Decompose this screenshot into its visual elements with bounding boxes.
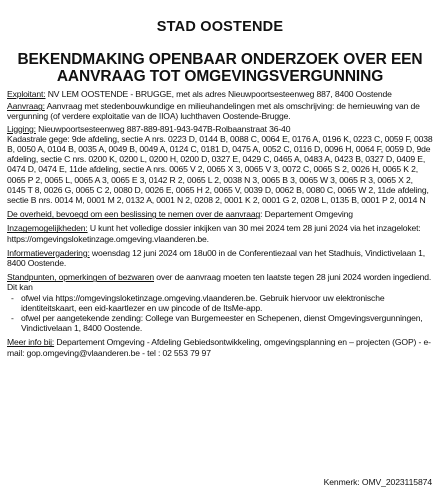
notice-body: [7, 89, 433, 358]
info-text: woensdag 12 juni 2024 om 18u00 in de Conferentiezaal van het Stadhuis, Vindictivelaan 1, 8400 Oostende.: [7, 247, 425, 269]
inzage-text: U kunt het volledige dossier inkijken van 30 mei 2024 tem 28 juni 2024 via het inzageloket: https://omgevingsloketinzage.omgeving.vlaanderen.be.: [7, 223, 421, 244]
exploitant-paragraph: [7, 89, 433, 99]
city-header: STAD OOSTENDE: [156, 19, 284, 35]
list-item: - ofwel via https://omgevingsloketinzage.omgeving.vlaanderen.be. Gebruik hiervoor uw elektronische identiteitskaart, een eid-kaartlezer en uw pincode of de ItsMe-app.: [21, 293, 433, 313]
ligging-paragraph: [7, 124, 433, 134]
standpunten-label: Standpunten, opmerkingen of bezwaren: [7, 272, 155, 283]
overheid-tail: : Departement Omgeving: [260, 209, 353, 220]
overheid-label: De overheid, bevoegd om een beslissing te nemen over de aanvraag: [7, 209, 261, 220]
standpunten-text: over de aanvraag moeten ten laatste tegen 28 juni 2024 worden ingediend. Dit kan: [7, 272, 432, 293]
kadastrale-gegevens: Kadastrale gege: 9de afdeling, sectie A nrs. 0223 D, 0144 B, 0088 C, 0064 E, 0176 A, 0196 K, 0223 C, 0059 F, 0038 B, 0050 A, 0104 B, 0035 A, 0049 B, 0049 A, 0124 C, 0181 D, 0475 A, 0052 C, 0116 D, 0096 H, 0064 F, 0059 D, 9de afdeling, sectie C nrs. 0200 K, 0200 L, 0200 H, 0200 D, 0327 E, 0429 C, 0465 A, 0483 A, 0423 B, 0327 D, 0409 E, 0474 D, 0474 E, 11de afdeling, sectie A nrs. 0065 V 2, 0065 X 3, 0065 V 3, 0072 C, 0065 S 2, 0026 H, 0065 K 2, 0065 P 2, 0065 L, 0065 A 3, 0065 E 3, 0142 R 2, 0065 L 2, 0038 N 3, 0065 B 3, 0065 W 3, 0065 R 3, 0065 X 2, 0145 T 8, 0026 G, 0065 C 2, 0080 D, 0026 E, 0065 H 2, 0065 V, 0039 D, 0062 B, 0080 C, 0065 W 2, 11de afdeling, sectie B nrs. 0014 M, 0001 M 2, 0132 A, 0001 N 2, 0208 2, 0001 K 2, 0001 G 2, 0208 L, 0135 B, 0001 P 2, 0014 N: [7, 133, 433, 206]
exploitant-text: NV LEM OOSTENDE - BRUGGE, met als adres Nieuwpoortsesteenweg 887, 8400 Oostende: [45, 89, 392, 99]
aanvraag-text: Aanvraag met stedenbouwkundige en milieuhandelingen met als omschrijving: de hernieuwing van de vergunning (of verdere exploitatie van de IIOA) luchthaven Oostende-Brugge.: [7, 101, 420, 122]
inzage-paragraph: [7, 223, 433, 243]
meer-info-label: Meer info bij:: [7, 337, 55, 348]
reference-number: Kenmerk: OMV_2023115874: [323, 477, 432, 487]
info-paragraph: [7, 248, 433, 268]
meer-info-text: Departement Omgeving - Afdeling Gebiedsontwikkeling, omgevingsplanning en – projecten (GOP) - e-mail: gop.omgeving@vlaanderen.be - tel : 02 553 79 97: [7, 337, 431, 358]
inzage-label: Inzagemogelijkheden:: [7, 223, 88, 234]
notice-title: BEKENDMAKING OPENBAAR ONDERZOEK OVER EEN AANVRAAG TOT OMGEVINGSVERGUNNING: [17, 51, 423, 85]
aanvraag-label: Aanvraag:: [7, 101, 45, 112]
standpunten-paragraph: [7, 272, 433, 292]
meer-info-paragraph: [7, 337, 433, 357]
ligging-text: Nieuwpoortsesteenweg 887-889-891-943-947B-Rolbaanstraat 36-40: [35, 123, 291, 134]
overheid-paragraph: [7, 209, 433, 219]
submission-options: [7, 293, 433, 334]
list-item: - ofwel per aangetekende zending: College van Burgemeester en Schepenen, dienst Omgevingsvergunningen, Vindictivelaan 1, 8400 Oostende.: [21, 313, 433, 333]
info-label: Informatievergadering:: [7, 247, 90, 258]
ligging-label: Ligging:: [7, 123, 36, 134]
aanvraag-paragraph: [7, 101, 433, 121]
exploitant-label: Exploitant:: [7, 89, 46, 99]
